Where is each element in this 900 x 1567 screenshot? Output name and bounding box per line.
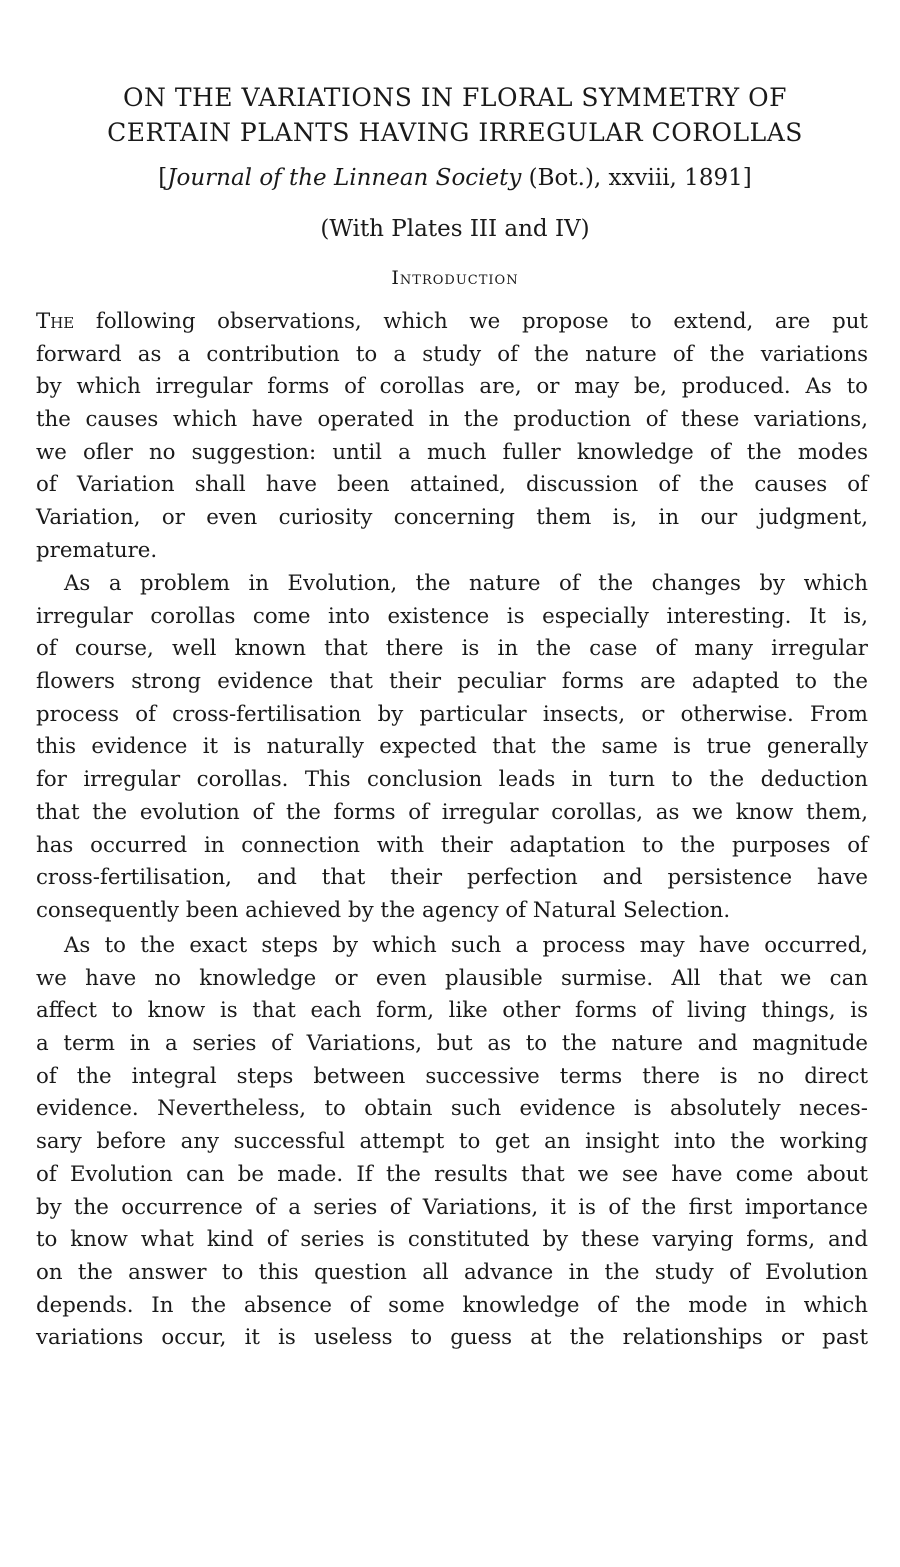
paragraph-line: has occurred in connection with their adaptation to the purposes of — [36, 832, 868, 858]
paragraph-line: a term in a series of Variations, but as to the nature and magnitude — [36, 1031, 868, 1057]
paragraph-line: for irregular corollas. This conclusion leads in turn to the deduction — [36, 767, 868, 793]
paragraph-line: premature. — [36, 537, 158, 563]
citation-details: (Bot.), xxviii, 1891] — [521, 165, 752, 191]
paragraph-line: by which irregular forms of corollas are, or may be, produced. As to — [36, 374, 868, 400]
paragraph-line: to know what kind of series is constituted by these varying forms, and — [36, 1227, 868, 1253]
paragraph-line: affect to know is that each form, like other forms of living things, is — [36, 998, 868, 1024]
paragraph-line: depends. In the absence of some knowledge of the mode in which — [36, 1292, 868, 1318]
citation-open-bracket: [ — [158, 165, 168, 191]
paragraph-line: Variation, or even curiosity concerning them is, in our judgment, — [36, 505, 868, 531]
paragraph-line: cross-fertilisation, and that their perfection and persistence have — [36, 865, 868, 891]
plates-note: (With Plates III and IV) — [320, 216, 590, 242]
paragraph-line: we ofler no suggestion: until a much fuller knowledge of the modes — [36, 439, 868, 465]
title-line-1: ON THE VARIATIONS IN FLORAL SYMMETRY OF — [123, 83, 787, 112]
paragraph-line: of the integral steps between successive terms there is no direct — [36, 1063, 868, 1089]
paragraph-line: As to the exact steps by which such a process may have occurred, — [64, 933, 868, 958]
paragraph-line: irregular corollas come into existence is especially interesting. It is, — [36, 603, 868, 629]
paragraph-2 — [36, 568, 868, 928]
paragraph-line: of Evolution can be made. If the results that we see have come about — [36, 1161, 868, 1187]
paragraph-line: consequently been achieved by the agency of Natural Selection. — [36, 897, 731, 923]
paragraph-line: of Variation shall have been attained, discussion of the causes of — [36, 472, 868, 498]
paragraph-line: that the evolution of the forms of irregular corollas, as we know them, — [36, 799, 868, 825]
paragraph-line: forward as a contribution to a study of the nature of the variations — [36, 341, 868, 367]
paragraph-line: variations occur, it is useless to guess at the relationships or past — [36, 1325, 868, 1351]
paragraph-line: evidence. Nevertheless, to obtain such evidence is absolutely neces- — [36, 1096, 868, 1122]
paragraph-3 — [36, 930, 868, 1355]
citation — [40, 163, 870, 193]
paragraph-line: on the answer to this question all advance in the study of Evolution — [36, 1259, 868, 1285]
paragraph-line: flowers strong evidence that their peculiar forms are adapted to the — [36, 669, 868, 695]
paragraph-line: the causes which have operated in the production of these variations, — [36, 407, 868, 433]
paragraph-line: this evidence it is naturally expected that the same is true generally — [36, 734, 868, 760]
paragraph-line: we have no knowledge or even plausible surmise. All that we can — [36, 965, 868, 991]
paragraph-line: process of cross-fertilisation by particular insects, or otherwise. From — [36, 701, 868, 727]
journal-name: Journal of the Linnean Society — [167, 165, 522, 191]
section-heading: Introduction — [391, 267, 519, 289]
paragraph-line: As a problem in Evolution, the nature of the changes by which — [64, 571, 868, 596]
paragraph-line: The following observations, which we propose to extend, are put — [36, 309, 868, 334]
title-line-2: CERTAIN PLANTS HAVING IRREGULAR COROLLAS — [107, 118, 803, 147]
paragraph-1 — [36, 306, 868, 568]
paragraph-line: sary before any successful attempt to get an insight into the working — [36, 1129, 868, 1155]
paragraph-line: by the occurrence of a series of Variations, it is of the first importance — [36, 1194, 868, 1220]
lead-word: The — [36, 309, 75, 334]
paragraph-line: of course, well known that there is in the case of many irregular — [36, 636, 868, 662]
